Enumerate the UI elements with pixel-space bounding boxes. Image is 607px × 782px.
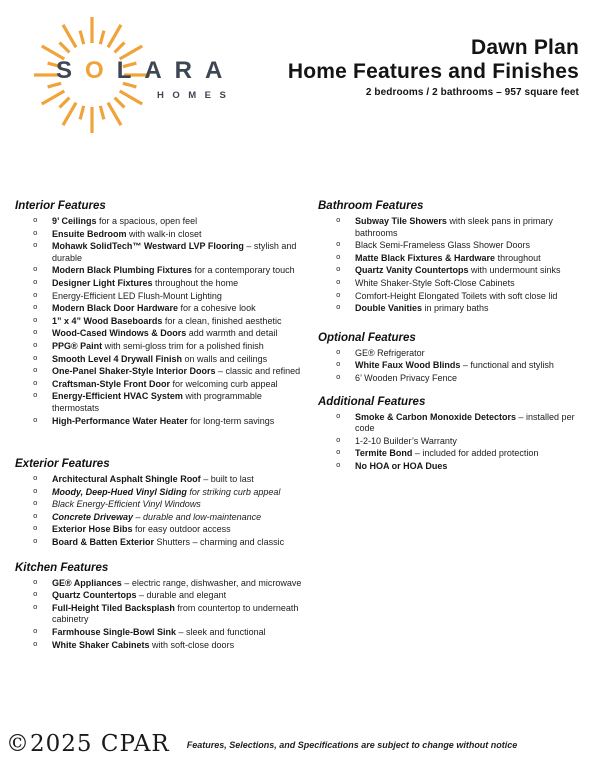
feature-text: White Shaker Cabinets with soft-close doors	[52, 639, 235, 650]
feature-text: High-Performance Water Heater for long-term savings	[52, 415, 275, 426]
circle-bullet-icon: o	[33, 229, 38, 238]
feature-item	[33, 229, 310, 241]
circle-bullet-icon: o	[33, 392, 38, 401]
plan-name: Dawn Plan	[471, 36, 579, 59]
feature-text: Wood-Cased Windows & Doors add warmth and detail	[52, 328, 278, 339]
circle-bullet-icon: o	[33, 487, 38, 496]
circle-bullet-icon: o	[336, 278, 341, 287]
feature-text: 9’ Ceilings for a spacious, open feel	[52, 216, 198, 226]
solara-homes-logo	[0, 0, 260, 160]
right-column	[318, 199, 591, 489]
feature-text: 1” x 4” Wood Baseboards for a clean, finished aesthetic	[52, 315, 282, 326]
brand-subtitle: HOMES	[157, 90, 235, 101]
feature-item	[336, 253, 591, 265]
feature-list	[15, 578, 310, 652]
feature-text: Comfort-Height Elongated Toilets with soft close lid	[355, 290, 558, 301]
left-column	[15, 199, 310, 667]
feature-item	[33, 303, 310, 315]
section-additional-features	[318, 395, 591, 473]
feature-text: Energy-Efficient HVAC System with programmable thermostats	[52, 391, 262, 413]
circle-bullet-icon: o	[33, 603, 38, 612]
feature-item	[33, 640, 310, 652]
feature-text: Smoke & Carbon Monoxide Detectors – installed per code	[355, 411, 575, 434]
feature-item	[33, 341, 310, 353]
feature-item	[33, 265, 310, 277]
feature-item	[336, 216, 591, 239]
feature-text: Ensuite Bedroom with walk-in closet	[52, 228, 202, 239]
feature-text: One-Panel Shaker-Style Interior Doors – classic and refined	[52, 366, 301, 377]
brand-letter: S	[56, 57, 86, 84]
circle-bullet-icon: o	[336, 266, 341, 275]
feature-text: Modern Black Plumbing Fixtures for a contemporary touch	[52, 265, 295, 276]
circle-bullet-icon: o	[33, 266, 38, 275]
feature-text: No HOA or HOA Dues	[355, 460, 448, 471]
feature-text: Quartz Countertops – durable and elegant	[52, 590, 227, 601]
feature-text: Subway Tile Showers with sleek pans in primary bathrooms	[355, 216, 553, 238]
circle-bullet-icon: o	[33, 640, 38, 649]
feature-text: Board & Batten Exterior Shutters – charming and classic	[52, 537, 285, 548]
feature-text: Mohawk SolidTech™ Westward LVP Flooring – stylish and durable	[52, 241, 297, 263]
section-bathroom-features	[318, 199, 591, 315]
circle-bullet-icon: o	[33, 512, 38, 521]
feature-item	[33, 316, 310, 328]
page-footer	[6, 731, 607, 757]
section-exterior-features	[15, 457, 310, 549]
circle-bullet-icon: o	[33, 291, 38, 300]
feature-item	[336, 373, 591, 385]
feature-item	[33, 416, 310, 428]
section-title: Kitchen Features	[15, 561, 109, 574]
title-block	[288, 36, 579, 98]
circle-bullet-icon: o	[33, 628, 38, 637]
section-interior-features	[15, 199, 310, 427]
feature-item	[33, 328, 310, 340]
section-title: Bathroom Features	[318, 200, 424, 212]
feature-list	[15, 216, 310, 427]
feature-text: Black Semi-Frameless Glass Shower Doors	[355, 240, 531, 251]
copyright-watermark: ©2025 CPAR	[6, 731, 170, 757]
feature-item	[336, 348, 591, 360]
feature-text: White Shaker-Style Soft-Close Cabinets	[355, 277, 515, 288]
circle-bullet-icon: o	[33, 538, 38, 547]
feature-item	[33, 603, 310, 626]
section-title: Additional Features	[318, 395, 426, 408]
circle-bullet-icon: o	[336, 291, 341, 300]
feature-item	[33, 379, 310, 391]
feature-item	[336, 360, 591, 372]
feature-text: Concrete Driveway – durable and low-maintenance	[52, 511, 262, 522]
feature-item	[336, 461, 591, 473]
feature-text: Modern Black Door Hardware for a cohesive look	[52, 303, 256, 314]
feature-item	[33, 366, 310, 378]
circle-bullet-icon: o	[336, 361, 341, 370]
circle-bullet-icon: o	[336, 304, 341, 313]
feature-text: Farmhouse Single-Bowl Sink – sleek and functional	[52, 627, 266, 638]
feature-text: Black Energy-Efficient Vinyl Windows	[52, 499, 201, 510]
feature-item	[33, 241, 310, 264]
feature-text: Matte Black Fixtures & Hardware throughout	[355, 252, 541, 263]
circle-bullet-icon: o	[336, 373, 341, 382]
feature-text: Architectural Asphalt Shingle Roof – built to last	[52, 474, 254, 485]
feature-text: PPG® Paint with semi-gloss trim for a polished finish	[52, 340, 264, 351]
disclaimer-text: Features, Selections, and Specifications are subject to change without notice	[186, 740, 518, 750]
feature-item	[336, 303, 591, 315]
circle-bullet-icon: o	[33, 354, 38, 363]
feature-text: White Faux Wood Blinds – functional and stylish	[355, 360, 554, 371]
circle-bullet-icon: o	[33, 578, 38, 587]
circle-bullet-icon: o	[336, 217, 341, 225]
feature-item	[33, 578, 310, 590]
circle-bullet-icon: o	[33, 217, 38, 225]
feature-item	[336, 291, 591, 303]
feature-text: Designer Light Fixtures throughout the home	[52, 277, 239, 288]
circle-bullet-icon: o	[336, 436, 341, 445]
feature-item	[33, 524, 310, 536]
feature-item	[336, 412, 591, 435]
feature-text: GE® Refrigerator	[355, 347, 425, 358]
plan-specs: 2 bedrooms / 2 bathrooms – 957 square feet	[365, 87, 579, 98]
feature-text: Termite Bond – included for added protection	[355, 448, 539, 459]
section-title: Exterior Features	[15, 458, 110, 471]
circle-bullet-icon: o	[33, 278, 38, 287]
feature-text: Craftsman-Style Front Door for welcoming curb appeal	[52, 378, 278, 389]
feature-list	[318, 216, 591, 315]
feature-text: 1-2-10 Builder’s Warranty	[355, 435, 457, 446]
section-kitchen-features	[15, 561, 310, 652]
circle-bullet-icon: o	[336, 348, 341, 357]
circle-bullet-icon: o	[33, 316, 38, 325]
circle-bullet-icon: o	[33, 525, 38, 534]
feature-item	[33, 354, 310, 366]
feature-text: Exterior Hose Bibs for easy outdoor access	[52, 524, 231, 535]
brand-accent-letter: O	[85, 57, 117, 84]
circle-bullet-icon: o	[33, 379, 38, 388]
feature-text: Moody, Deep-Hued Vinyl Siding for striking curb appeal	[52, 486, 281, 497]
circle-bullet-icon: o	[33, 341, 38, 350]
section-title: Interior Features	[15, 200, 106, 212]
feature-item	[33, 474, 310, 486]
feature-text: Quartz Vanity Countertops with undermount sinks	[355, 265, 561, 276]
feature-list	[318, 412, 591, 473]
feature-text: Full-Height Tiled Backsplash from countertop to underneath cabinetry	[52, 602, 299, 625]
circle-bullet-icon: o	[336, 449, 341, 458]
section-optional-features	[318, 331, 591, 385]
circle-bullet-icon: o	[33, 329, 38, 338]
circle-bullet-icon: o	[336, 461, 341, 470]
circle-bullet-icon: o	[33, 242, 38, 251]
feature-text: Energy-Efficient LED Flush-Mount Lighting	[52, 290, 222, 301]
feature-text: Smooth Level 4 Drywall Finish on walls and ceilings	[52, 353, 268, 364]
circle-bullet-icon: o	[336, 241, 341, 250]
feature-item	[336, 265, 591, 277]
feature-item	[33, 291, 310, 303]
circle-bullet-icon: o	[336, 253, 341, 262]
feature-item	[336, 278, 591, 290]
feature-list	[318, 348, 591, 385]
brand-wordmark	[56, 58, 235, 84]
feature-item	[33, 499, 310, 511]
feature-item	[33, 512, 310, 524]
circle-bullet-icon: o	[33, 591, 38, 600]
feature-item	[336, 240, 591, 252]
brand-letters: LARA	[116, 57, 236, 84]
circle-bullet-icon: o	[33, 416, 38, 425]
circle-bullet-icon: o	[33, 367, 38, 376]
circle-bullet-icon: o	[33, 500, 38, 509]
feature-text: GE® Appliances – electric range, dishwasher, and microwave	[52, 577, 302, 588]
feature-item	[33, 278, 310, 290]
feature-item	[33, 391, 310, 414]
feature-item	[336, 448, 591, 460]
page-title: Home Features and Finishes	[287, 59, 579, 83]
feature-item	[33, 216, 310, 228]
circle-bullet-icon: o	[33, 304, 38, 313]
feature-item	[33, 537, 310, 549]
feature-item	[33, 487, 310, 499]
feature-item	[336, 436, 591, 448]
feature-item	[33, 627, 310, 639]
feature-item	[33, 590, 310, 602]
feature-text: 6’ Wooden Privacy Fence	[355, 372, 458, 383]
section-title: Optional Features	[318, 331, 416, 344]
circle-bullet-icon: o	[33, 475, 38, 484]
feature-text: Double Vanities in primary baths	[355, 303, 489, 314]
feature-list	[15, 474, 310, 549]
circle-bullet-icon: o	[336, 412, 341, 421]
